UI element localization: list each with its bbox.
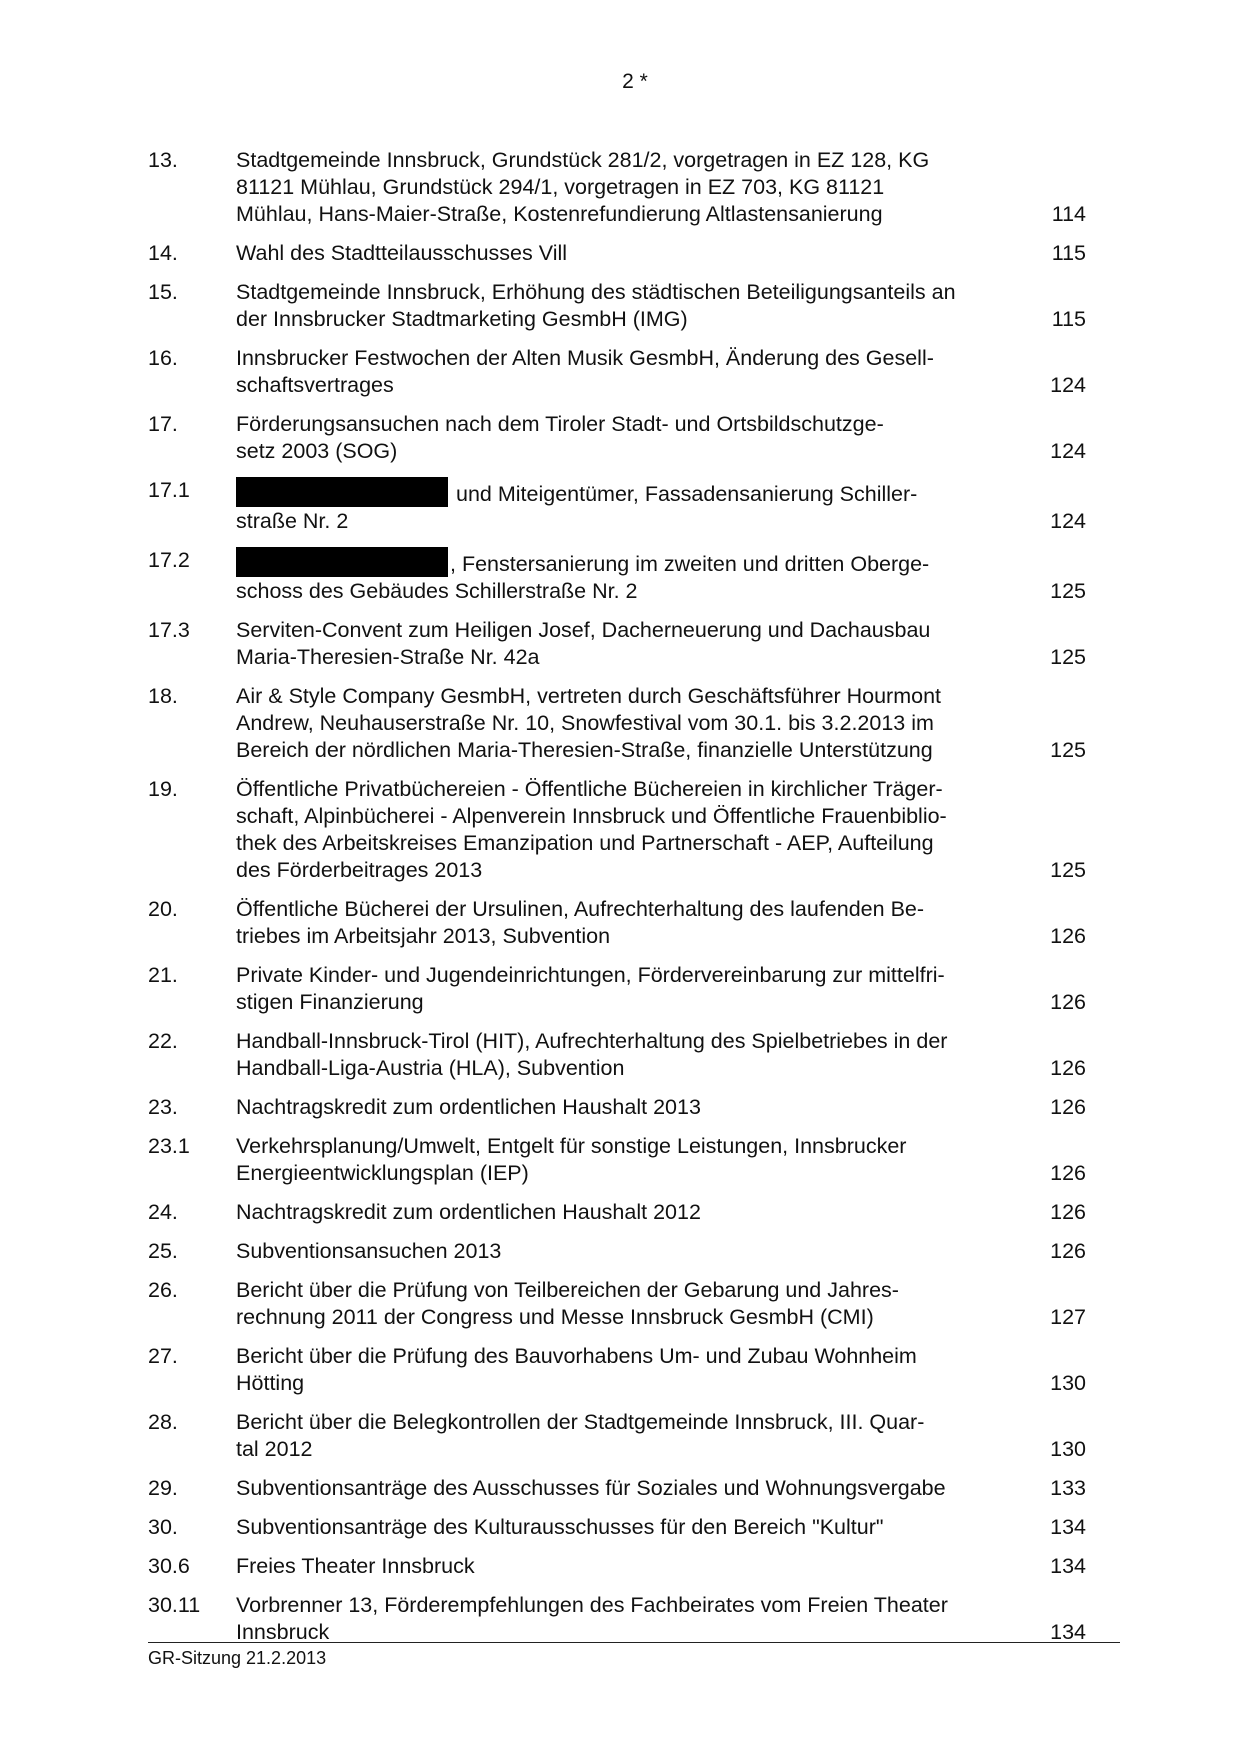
toc-entry-title-line: Stadtgemeinde Innsbruck, Grundstück 281/2, vorgetragen in EZ 128, KG — [236, 148, 930, 172]
toc-entry — [148, 683, 1098, 764]
redaction-bar — [236, 477, 448, 507]
toc-entry-title — [236, 411, 1016, 465]
toc-entry-title-line: Subventionsanträge des Kulturausschusses für den Bereich "Kultur" — [236, 1515, 884, 1539]
toc-entry-page: 126 — [1050, 1200, 1086, 1224]
toc-entry — [148, 1475, 1098, 1502]
toc-entry — [148, 1277, 1098, 1331]
toc-entry-number: 30.6 — [148, 1554, 190, 1578]
toc-entry-number: 30. — [148, 1515, 178, 1539]
toc-entry-number: 17.3 — [148, 618, 190, 642]
toc-entry-title-line: setz 2003 (SOG) — [236, 439, 398, 463]
toc-entry-page: 124 — [1050, 509, 1086, 533]
toc-entry-title — [236, 1094, 1016, 1121]
toc-entry — [148, 1133, 1098, 1187]
toc-entry-title — [236, 279, 1016, 333]
toc-entry-title-line — [236, 477, 1016, 508]
toc-entry-title-text: , Fenstersanierung im zweiten und dritten Oberge- — [450, 552, 930, 576]
page-number: 2 * — [622, 70, 648, 93]
toc-entry — [148, 896, 1098, 950]
toc-entry-number: 17. — [148, 412, 178, 436]
toc-entry-title-line: schaftsvertrages — [236, 373, 394, 397]
toc-entry-page: 134 — [1050, 1515, 1086, 1539]
toc-entry-number: 18. — [148, 684, 178, 708]
toc-entry — [148, 411, 1098, 465]
toc-entry-page: 125 — [1050, 738, 1086, 762]
toc-entry-page: 126 — [1050, 1056, 1086, 1080]
toc-entry-page: 130 — [1050, 1371, 1086, 1395]
toc-entry-title-line: Mühlau, Hans-Maier-Straße, Kostenrefundierung Altlastensanierung — [236, 202, 883, 226]
toc-entry-page: 115 — [1051, 241, 1086, 265]
redaction-bar — [236, 547, 448, 577]
toc-entry-title-line: Bericht über die Prüfung von Teilbereichen der Gebarung und Jahres- — [236, 1278, 899, 1302]
toc-entry-number: 27. — [148, 1344, 178, 1368]
toc-entry-title-line: Maria-Theresien-Straße Nr. 42a — [236, 645, 540, 669]
toc-entry-title — [236, 896, 1016, 950]
toc-entry-page: 134 — [1050, 1554, 1086, 1578]
toc-entry-title — [236, 776, 1016, 884]
toc-entry-title-line: Hötting — [236, 1371, 305, 1395]
toc-entry-number: 23. — [148, 1095, 178, 1119]
toc-entry-title-line: Förderungsansuchen nach dem Tiroler Stadt- und Ortsbildschutzge- — [236, 412, 884, 436]
toc-entry-title — [236, 1592, 1016, 1646]
toc-entry-page: 125 — [1050, 579, 1086, 603]
toc-entry-page: 126 — [1050, 1239, 1086, 1263]
toc-entry-number: 17.1 — [148, 478, 190, 502]
table-of-contents — [148, 147, 1098, 1658]
toc-entry-number: 26. — [148, 1278, 178, 1302]
toc-entry — [148, 1592, 1098, 1646]
toc-entry-title — [236, 1028, 1016, 1082]
toc-entry — [148, 1199, 1098, 1226]
toc-entry — [148, 776, 1098, 884]
toc-entry-page: 133 — [1050, 1476, 1086, 1500]
toc-entry-title-line: Andrew, Neuhauserstraße Nr. 10, Snowfestival vom 30.1. bis 3.2.2013 im — [236, 711, 934, 735]
toc-entry-number: 22. — [148, 1029, 178, 1053]
toc-entry-number: 28. — [148, 1410, 178, 1434]
toc-entry-title-line: Bereich der nördlichen Maria-Theresien-Straße, finanzielle Unterstützung — [236, 738, 933, 762]
toc-entry-number: 23.1 — [148, 1134, 190, 1158]
toc-entry-title-line: schaft, Alpinbücherei - Alpenverein Innsbruck und Öffentliche Frauenbiblio- — [236, 804, 947, 828]
toc-entry-number: 19. — [148, 777, 178, 801]
toc-entry — [148, 617, 1098, 671]
toc-entry — [148, 147, 1098, 228]
toc-entry-number: 17.2 — [148, 548, 190, 572]
toc-entry-page: 127 — [1050, 1305, 1086, 1329]
toc-entry-page: 126 — [1050, 924, 1086, 948]
toc-entry — [148, 1343, 1098, 1397]
toc-entry-title-line: tal 2012 — [236, 1437, 313, 1461]
toc-entry-title-line: Serviten-Convent zum Heiligen Josef, Dacherneuerung und Dachausbau — [236, 618, 931, 642]
toc-entry-title-text: und Miteigentümer, Fassadensanierung Schiller- — [456, 482, 918, 506]
toc-entry-title-line: Air & Style Company GesmbH, vertreten durch Geschäftsführer Hourmont — [236, 684, 941, 708]
toc-entry-number: 13. — [148, 148, 178, 172]
toc-entry-page: 130 — [1050, 1437, 1086, 1461]
footer-session-date: GR-Sitzung 21.2.2013 — [148, 1648, 327, 1668]
toc-entry-title-line: triebes im Arbeitsjahr 2013, Subvention — [236, 924, 611, 948]
toc-entry-title — [236, 477, 1016, 535]
toc-entry-title-line: der Innsbrucker Stadtmarketing GesmbH (IMG) — [236, 307, 688, 331]
toc-entry-title — [236, 962, 1016, 1016]
toc-entry — [148, 962, 1098, 1016]
toc-entry-title-line: Verkehrsplanung/Umwelt, Entgelt für sonstige Leistungen, Innsbrucker — [236, 1134, 907, 1158]
toc-entry-title-line: Subventionsansuchen 2013 — [236, 1239, 502, 1263]
toc-entry — [148, 1238, 1098, 1265]
toc-entry-number: 15. — [148, 280, 178, 304]
toc-entry-title-line: thek des Arbeitskreises Emanzipation und Partnerschaft - AEP, Aufteilung — [236, 831, 934, 855]
toc-entry-title-line: des Förderbeitrages 2013 — [236, 858, 483, 882]
toc-entry — [148, 1094, 1098, 1121]
toc-entry-page: 134 — [1050, 1620, 1086, 1644]
toc-entry-title-line: Innsbruck — [236, 1620, 330, 1644]
toc-entry-title — [236, 1238, 1016, 1265]
toc-entry — [148, 240, 1098, 267]
toc-entry-number: 30.11 — [148, 1593, 201, 1617]
toc-entry — [148, 547, 1098, 605]
toc-entry-title-line: Öffentliche Bücherei der Ursulinen, Aufrechterhaltung des laufenden Be- — [236, 897, 925, 921]
toc-entry-title-line: Freies Theater Innsbruck — [236, 1554, 475, 1578]
toc-entry-title — [236, 617, 1016, 671]
toc-entry-title-line: rechnung 2011 der Congress und Messe Innsbruck GesmbH (CMI) — [236, 1305, 874, 1329]
toc-entry-title-line: Energieentwicklungsplan (IEP) — [236, 1161, 529, 1185]
toc-entry-page: 124 — [1050, 439, 1086, 463]
toc-entry — [148, 477, 1098, 535]
toc-entry-page: 125 — [1050, 645, 1086, 669]
toc-entry-title — [236, 1475, 1016, 1502]
toc-entry-title-line: Bericht über die Belegkontrollen der Stadtgemeinde Innsbruck, III. Quar- — [236, 1410, 925, 1434]
toc-entry-title-line: Handball-Innsbruck-Tirol (HIT), Aufrechterhaltung des Spielbetriebes in der — [236, 1029, 948, 1053]
toc-entry-title-line: Handball-Liga-Austria (HLA), Subvention — [236, 1056, 625, 1080]
toc-entry-title — [236, 147, 1016, 228]
toc-entry-title-line: stigen Finanzierung — [236, 990, 424, 1014]
toc-entry-page: 126 — [1050, 1095, 1086, 1119]
toc-entry-number: 21. — [148, 963, 178, 987]
toc-entry-number: 20. — [148, 897, 178, 921]
toc-entry-page: 126 — [1050, 990, 1086, 1014]
toc-entry-title — [236, 1409, 1016, 1463]
toc-entry-title — [236, 345, 1016, 399]
toc-entry-title-line: 81121 Mühlau, Grundstück 294/1, vorgetragen in EZ 703, KG 81121 — [236, 175, 885, 199]
toc-entry-title — [236, 1277, 1016, 1331]
toc-entry-title — [236, 1343, 1016, 1397]
toc-entry-number: 25. — [148, 1239, 178, 1263]
toc-entry-page: 125 — [1050, 858, 1086, 882]
toc-entry — [148, 1553, 1098, 1580]
toc-entry-title-line: Vorbrenner 13, Förderempfehlungen des Fachbeirates vom Freien Theater — [236, 1593, 948, 1617]
toc-entry-title-line: Subventionsanträge des Ausschusses für Soziales und Wohnungsvergabe — [236, 1476, 946, 1500]
footer-divider — [148, 1642, 1120, 1643]
toc-entry-title — [236, 547, 1016, 605]
toc-entry-number: 14. — [148, 241, 178, 265]
toc-entry-number: 16. — [148, 346, 178, 370]
toc-entry — [148, 345, 1098, 399]
toc-entry-page: 114 — [1051, 202, 1086, 226]
toc-entry-title-line: Nachtragskredit zum ordentlichen Haushalt 2012 — [236, 1200, 701, 1224]
toc-entry-title — [236, 1514, 1016, 1541]
toc-entry-title — [236, 683, 1016, 764]
toc-entry-number: 29. — [148, 1476, 178, 1500]
toc-entry-title-line: Öffentliche Privatbüchereien - Öffentliche Büchereien in kirchlicher Träger- — [236, 777, 943, 801]
toc-entry — [148, 1409, 1098, 1463]
toc-entry-number: 24. — [148, 1200, 178, 1224]
toc-entry-title-line: schoss des Gebäudes Schillerstraße Nr. 2 — [236, 579, 638, 603]
toc-entry-title-line: Stadtgemeinde Innsbruck, Erhöhung des städtischen Beteiligungsanteils an — [236, 280, 956, 304]
toc-entry-page: 126 — [1050, 1161, 1086, 1185]
toc-entry-title — [236, 240, 1016, 267]
toc-entry-page: 115 — [1051, 307, 1086, 331]
toc-entry-title — [236, 1553, 1016, 1580]
toc-entry-title-line: Bericht über die Prüfung des Bauvorhabens Um- und Zubau Wohnheim — [236, 1344, 917, 1368]
toc-entry-page: 124 — [1050, 373, 1086, 397]
toc-entry-title-line: Nachtragskredit zum ordentlichen Haushalt 2013 — [236, 1095, 701, 1119]
toc-entry-title — [236, 1199, 1016, 1226]
toc-entry-title-line: Wahl des Stadtteilausschusses Vill — [236, 241, 568, 265]
toc-entry-title-line: Innsbrucker Festwochen der Alten Musik GesmbH, Änderung des Gesell- — [236, 346, 934, 370]
toc-entry — [148, 279, 1098, 333]
toc-entry — [148, 1514, 1098, 1541]
toc-entry-title-line: straße Nr. 2 — [236, 509, 349, 533]
toc-entry-title-line — [236, 547, 1016, 578]
toc-entry-title — [236, 1133, 1016, 1187]
toc-entry-title-line: Private Kinder- und Jugendeinrichtungen, Fördervereinbarung zur mittelfri- — [236, 963, 945, 987]
toc-entry — [148, 1028, 1098, 1082]
